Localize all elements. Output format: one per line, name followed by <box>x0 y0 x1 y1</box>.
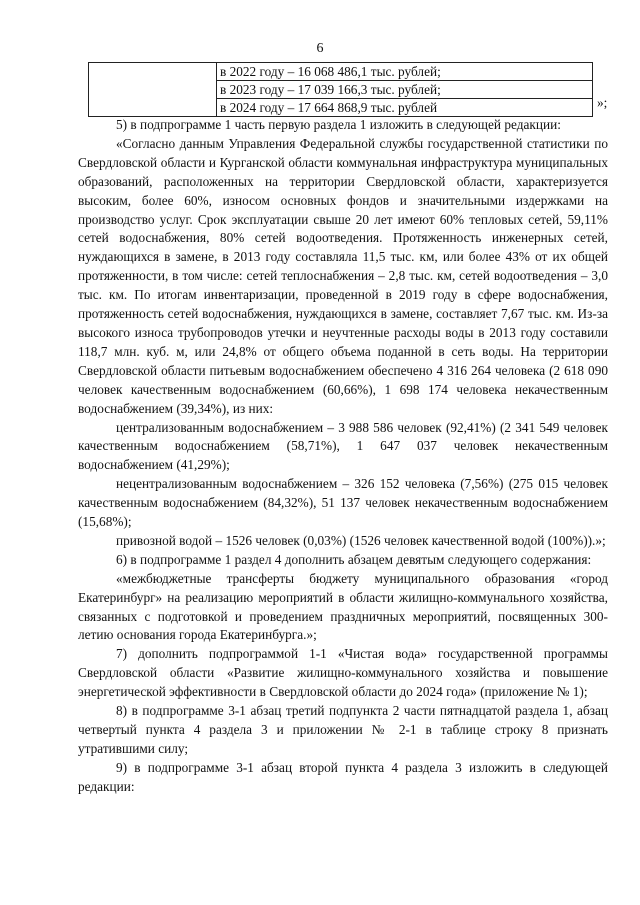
paragraph-transfers: «межбюджетные трансферты бюджету муниципального образования «город Екатеринбург» на реализацию мероприятий в области жилищно-коммунального хозяйства, связанных с подготовкой и проведением праздничных мероприятий, посвященных 300-летию основания города Екатеринбурга.»; <box>78 570 608 643</box>
paragraph-item-7: 7) дополнить подпрограммой 1-1 «Чистая вода» государственной программы Свердловской области «Развитие жилищно-коммунального хозяйства и повышение энергетической эффективности в Свердловской области до 2024 года» (приложение № 1); <box>78 646 608 700</box>
paragraph-item-6: 6) в подпрограмме 1 раздел 4 дополнить абзацем девятым следующего содержания: <box>116 551 592 567</box>
paragraph-item-9: 9) в подпрограмме 3-1 абзац второй пункта 4 раздела 3 изложить в следующей редакции: <box>78 759 608 794</box>
paragraph-delivered-water: привозной водой – 1526 человек (0,03%) (1526 человек качественной водой (100%)).»; <box>116 532 606 548</box>
paragraph-statistics: «Согласно данным Управления Федеральной службы государственной статистики по Свердловской области и Курганской области коммунальная инфраструктура муниципальных образований, расположенных на территории Свердловской области, характеризуется высоким, более 60%, износом основных фондов и значительными издержками на производство услуг. Срок эксплуатации свыше 20 лет имеют 60% тепловых сетей, 59,11% сетей водоснабжения, 80% сетей водоотведения. Протяженность инженерных сетей, нуждающихся в замене, в 2013 году составляла 11,5 тыс. км, или более 43% от их общей протяженности, в том числе: сетей теплоснабжения – 2,8 тыс. км, сетей водоотведения – 3,0 тыс. км. По итогам инвентаризации, проведенной в 2019 году в сфере водоснабжения, протяженность сетей водоснабжения, нуждающихся в замене, составляет 7,67 тыс. км. Из-за высокого износа трубопроводов утечки и неучтенные расходы воды в 2013 году составили 118,7 млн. куб. м, или 24,8% от общего объема поданной в сеть воды. На территории Свердловской области питьевым водоснабжением обеспечено 4 316 264 человека (2 618 090 человек качественным водоснабжением (60,66%), 1 698 174 человека некачественным водоснабжением (39,34%), из них: <box>78 135 608 416</box>
body-text <box>78 116 608 797</box>
table-cell: в 2023 году – 17 039 166,3 тыс. рублей; <box>217 81 593 99</box>
paragraph-item-5: 5) в подпрограмме 1 часть первую раздела 1 изложить в следующей редакции: <box>116 117 561 132</box>
table-cell-empty <box>89 63 217 117</box>
table-cell: в 2022 году – 16 068 486,1 тыс. рублей; <box>217 63 593 81</box>
table-cell: в 2024 году – 17 664 868,9 тыс. рублей <box>217 99 593 117</box>
page-number: 6 <box>316 41 324 56</box>
table-row <box>89 63 593 81</box>
table-closing-quote: »; <box>597 95 608 110</box>
budget-table <box>88 62 593 117</box>
paragraph-centralized: централизованным водоснабжением – 3 988 586 человек (92,41%) (2 341 549 человек качественным водоснабжением (58,71%), 1 647 037 человек некачественным водоснабжением (41,29%); <box>78 419 608 473</box>
paragraph-item-8: 8) в подпрограмме 3-1 абзац третий подпункта 2 части пятнадцатой раздела 1, абзац четвертый пункта 4 раздела 3 и приложении № 2-1 в таблице строку 8 признать утратившими силу; <box>78 703 608 756</box>
paragraph-decentralized: нецентрализованным водоснабжением – 326 152 человека (7,56%) (275 015 человек качественным водоснабжением (84,32%), 51 137 человек некачественным водоснабжением (15,68%); <box>78 476 608 530</box>
